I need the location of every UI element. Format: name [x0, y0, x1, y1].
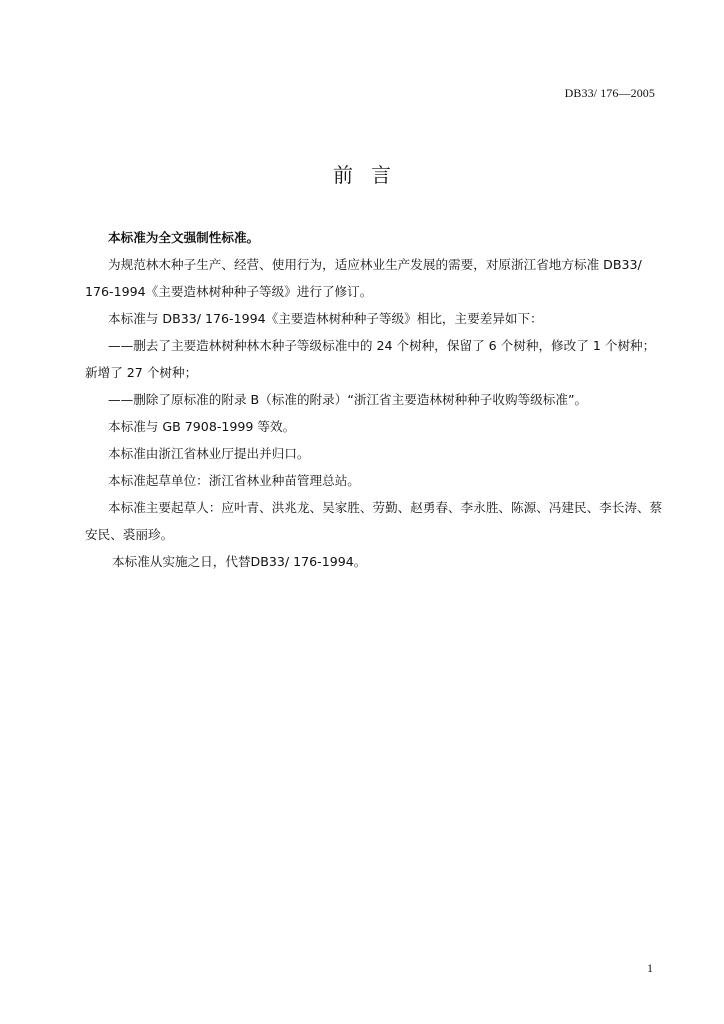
- paragraph-difference-species: ——删去了主要造林树种林木种子等级标准中的 24 个树种，保留了 6 个树种，修改了 1 个树种；新增了 27 个树种；: [85, 338, 656, 380]
- paragraph-drafters: 本标准主要起草人：应叶青、洪兆龙、吴家胜、劳勤、赵勇春、李永胜、陈源、冯建民、李长涛、蔡安民、裘丽珍。: [85, 500, 663, 542]
- document-code: DB33/ 176—2005: [564, 86, 655, 100]
- paragraph-replacement: 本标准从实施之日，代替DB33/ 176-1994。: [112, 554, 367, 569]
- paragraph-mandatory-statement: 本标准为全文强制性标准。: [108, 230, 260, 245]
- paragraph-proposer: 本标准由浙江省林业厅提出并归口。: [108, 446, 310, 461]
- paragraph-differences-intro: 本标准与 DB33/ 176-1994《主要造林树种种子等级》相比，主要差异如下：: [108, 311, 543, 326]
- page-number: 1: [647, 961, 653, 975]
- paragraph-difference-appendix: ——删除了原标准的附录 B（标准的附录）“浙江省主要造林树种种子收购等级标准”。: [108, 392, 588, 407]
- page-title: 前言: [333, 163, 409, 187]
- document-body: [85, 224, 665, 575]
- paragraph-equivalence: 本标准与 GB 7908-1999 等效。: [108, 419, 296, 434]
- paragraph-drafting-unit: 本标准起草单位：浙江省林业种苗管理总站。: [108, 473, 360, 488]
- paragraph-revision-purpose: 为规范林木种子生产、经营、使用行为，适应林业生产发展的需要，对原浙江省地方标准 DB33/ 176-1994《主要造林树种种子等级》进行了修订。: [85, 257, 642, 299]
